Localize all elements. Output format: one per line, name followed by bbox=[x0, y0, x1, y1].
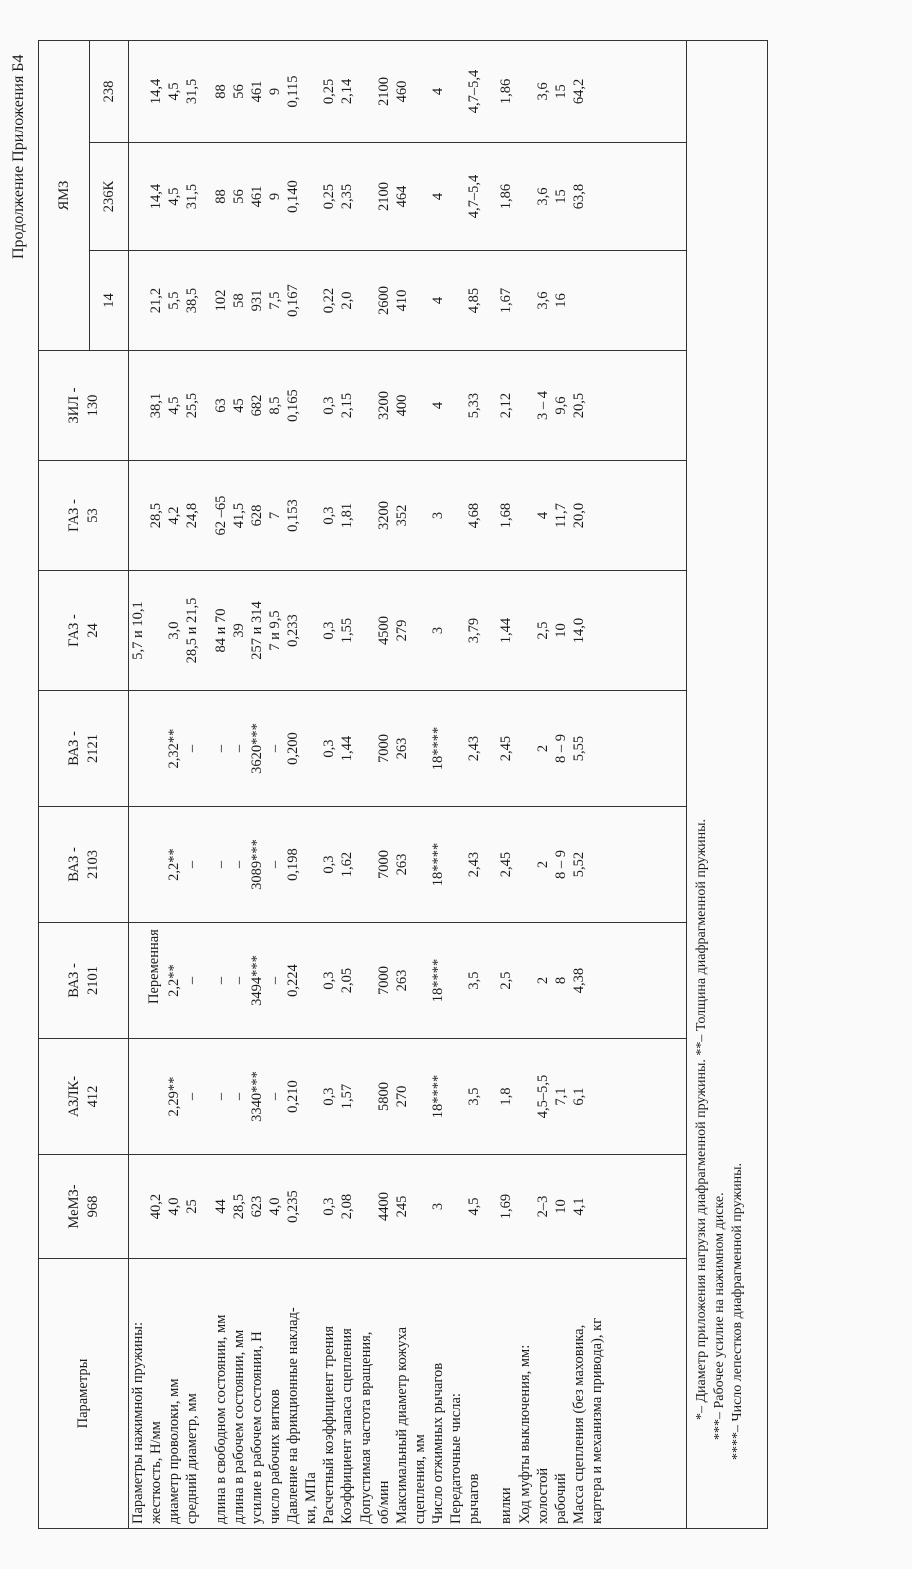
header-ymz236k: 236К bbox=[90, 143, 129, 251]
header-vaz2103: ВАЗ - 2103 bbox=[39, 807, 129, 923]
col-gaz53: 28,5 4,2 24,8 62 –65 41,5 628 7 0,153 0,3 1,81 3200 352 3 4,68 1,68 4 11,7 20,0 bbox=[129, 461, 687, 571]
footnote-1: *– Диаметр приложения нагрузки диафрагменной пружины. **– Толщина диафрагменной пружины. bbox=[693, 818, 709, 1420]
footnotes-row bbox=[686, 40, 767, 1528]
col-memz: 40,2 4,0 25 44 28,5 623 4,0 0,235 0,3 2,08 4400 245 3 4,5 1,69 2–3 10 4,1 bbox=[129, 1155, 687, 1259]
document-title: Продолжение Приложения Б4 bbox=[10, 54, 27, 259]
clutch-spec-table bbox=[38, 40, 768, 1529]
col-vaz2101: Переменная 2,2** – – – 3494*** – 0,224 0,3 2,05 7000 263 18**** 3,5 2,5 2 8 4,38 bbox=[129, 923, 687, 1039]
footnote-3: ****– Число лепестков диафрагменной пружины. bbox=[730, 1163, 746, 1460]
header-param: Параметры bbox=[39, 1259, 129, 1529]
header-gaz24: ГАЗ - 24 bbox=[39, 571, 129, 691]
col-vaz2121: 2,32** – – – 3620*** – 0,200 0,3 1,44 7000 263 18**** 2,43 2,45 2 8 – 9 5,55 bbox=[129, 691, 687, 807]
header-group-ymz: ЯМЗ bbox=[39, 40, 90, 350]
col-gaz24: 5,7 и 10,1 3,0 28,5 и 21,5 84 и 70 39 257 и 314 7 и 9,5 0,233 0,3 1,55 4500 279 3 3,79 1,44 2,5 10 14,0 bbox=[129, 571, 687, 691]
header-row bbox=[39, 40, 90, 1528]
col-vaz2103: 2,2** – – – 3089*** – 0,198 0,3 1,62 7000 263 18**** 2,43 2,45 2 8 – 9 5,52 bbox=[129, 807, 687, 923]
col-ymz236k: 14,4 4,5 31,5 88 56 461 9 0,140 0,25 2,35 2100 464 4 4,7–5,4 1,86 3,6 15 63,8 bbox=[129, 143, 687, 251]
col-ymz14: 21,2 5,5 38,5 102 58 931 7,5 0,167 0,22 2,0 2600 410 4 4,85 1,67 3,6 16 bbox=[129, 251, 687, 351]
data-row bbox=[129, 40, 687, 1528]
col-zil130: 38,1 4,5 25,5 63 45 682 8,5 0,165 0,3 2,15 3200 400 4 5,33 2,12 3 – 4 9,6 20,5 bbox=[129, 351, 687, 461]
header-vaz2121: ВАЗ - 2121 bbox=[39, 691, 129, 807]
header-vaz2101: ВАЗ - 2101 bbox=[39, 923, 129, 1039]
header-zil130: ЗИЛ - 130 bbox=[39, 351, 129, 461]
col-ymz238: 14,4 4,5 31,5 88 56 461 9 0,115 0,25 2,14 2100 460 4 4,7–5,4 1,86 3,6 15 64,2 bbox=[129, 40, 687, 142]
footnote-2: ***– Рабочее усилие на нажимном диске. bbox=[712, 1192, 728, 1440]
col-azlk: 2,29** – – – 3340*** – 0,210 0,3 1,57 5800 270 18**** 3,5 1,8 4,5–5,5 7,1 6,1 bbox=[129, 1039, 687, 1155]
header-ymz14: 14 bbox=[90, 251, 129, 351]
header-azlk: АЗЛК- 412 bbox=[39, 1039, 129, 1155]
footnotes bbox=[686, 40, 767, 1528]
param-column: Параметры нажимной пружины: жесткость, Н/мм диаметр проволоки, мм средний диаметр, мм длина в свободном состоянии, мм длина в рабочем состоянии, мм усилие в рабочем состоянии, Н число рабочих витков Давление на фрикционные наклад- ки, МПа Расчетный коэффициент трения Коэффициент запаса сцепления Допустимая частота вращения, об/мин Максимальный диаметр кожуха сцепления, мм Число отжимных рычагов Передаточные числа: рычагов вилки Ход муфты выключения, мм: холостой рабочий Масса сцепления (без маховика, картера и механизма привода), кг bbox=[129, 1259, 687, 1529]
header-gaz53: ГАЗ - 53 bbox=[39, 461, 129, 571]
header-memz: МеМЗ- 968 bbox=[39, 1155, 129, 1259]
header-ymz238: 238 bbox=[90, 40, 129, 142]
variable-note: Переменная bbox=[146, 929, 163, 1004]
